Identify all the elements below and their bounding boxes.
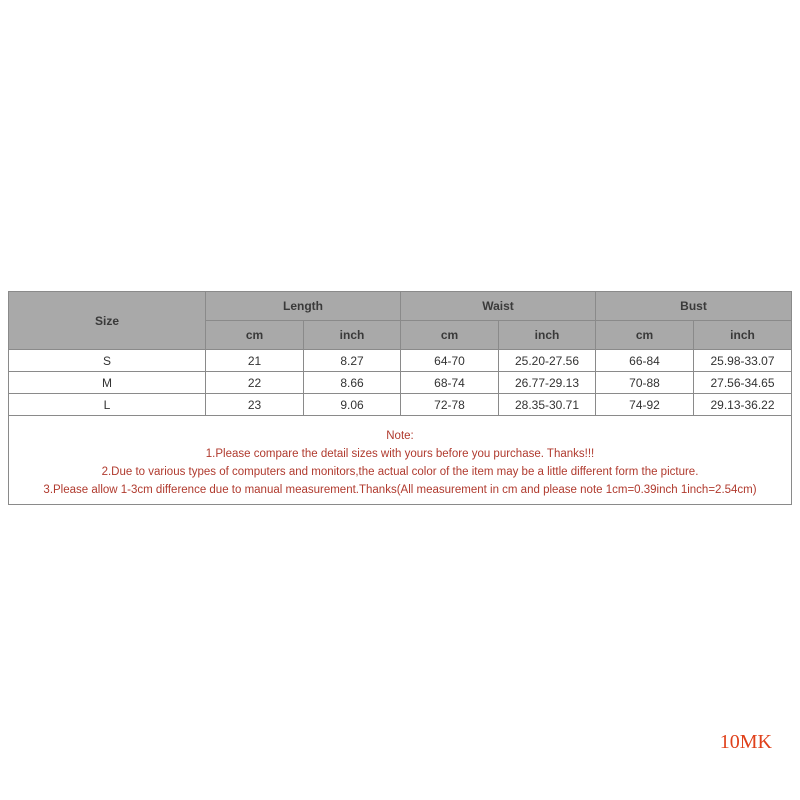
table-row [9, 394, 792, 416]
table-cell: 70-88 [596, 372, 694, 394]
note-line-2: 2.Due to various types of computers and monitors,the actual color of the item may be a little different form the picture. [101, 466, 699, 478]
table-cell: 68-74 [401, 372, 499, 394]
header-size: Size [9, 292, 206, 350]
size-cell: L [9, 394, 206, 416]
table-cell: 66-84 [596, 350, 694, 372]
header-unit: inch [694, 321, 792, 350]
table-cell: 74-92 [596, 394, 694, 416]
table-cell: 29.13-36.22 [694, 394, 792, 416]
size-chart-table [8, 291, 792, 505]
header-row-groups [9, 292, 792, 321]
table-cell: 8.27 [304, 350, 401, 372]
table-row [9, 372, 792, 394]
table-cell: 27.56-34.65 [694, 372, 792, 394]
note-line-1: 1.Please compare the detail sizes with yours before you purchase. Thanks!!! [205, 448, 595, 460]
table-cell: 26.77-29.13 [499, 372, 596, 394]
header-unit: cm [401, 321, 499, 350]
watermark-text: 10MK [719, 731, 772, 753]
note-line-3: 3.Please allow 1-3cm difference due to manual measurement.Thanks(All measurement in cm and please note 1cm=0.39inch 1inch=2.54cm) [43, 484, 757, 496]
notes-box [9, 421, 791, 499]
table-cell: 8.66 [304, 372, 401, 394]
header-unit: cm [596, 321, 694, 350]
table-cell: 64-70 [401, 350, 499, 372]
table-cell: 9.06 [304, 394, 401, 416]
table-cell: 28.35-30.71 [499, 394, 596, 416]
size-cell: M [9, 372, 206, 394]
notes-row [9, 416, 792, 505]
header-length: Length [206, 292, 401, 321]
header-waist: Waist [401, 292, 596, 321]
table-cell: 25.20-27.56 [499, 350, 596, 372]
header-unit: inch [499, 321, 596, 350]
table-cell: 21 [206, 350, 304, 372]
header-unit: inch [304, 321, 401, 350]
notes-title: Note: [386, 430, 414, 442]
table-cell: 23 [206, 394, 304, 416]
table-cell: 22 [206, 372, 304, 394]
table-cell: 72-78 [401, 394, 499, 416]
header-unit: cm [206, 321, 304, 350]
notes-cell [9, 416, 792, 505]
size-cell: S [9, 350, 206, 372]
table-cell: 25.98-33.07 [694, 350, 792, 372]
table-row [9, 350, 792, 372]
header-bust: Bust [596, 292, 792, 321]
